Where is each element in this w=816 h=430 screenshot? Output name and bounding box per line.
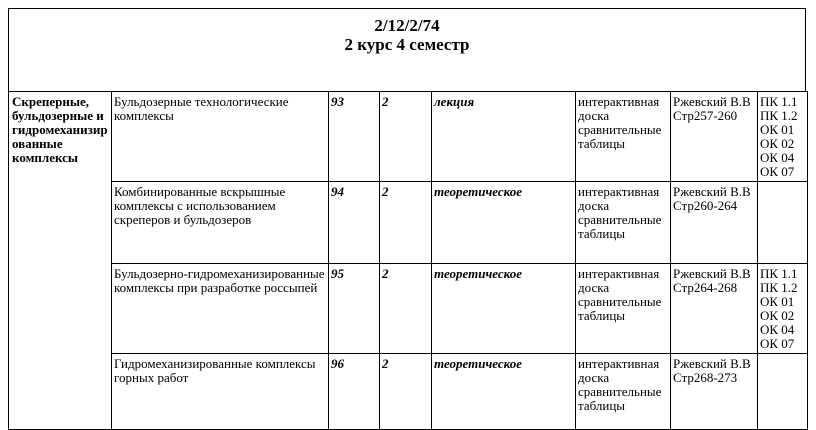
table-header [8,8,806,91]
teaching-tools: интерактивная доска сравнительные таблицы [576,92,671,182]
competency: ОК 07 [760,164,795,179]
competency: ОК 04 [760,150,795,165]
lesson-type: теоретическое [432,264,576,354]
lesson-type: теоретическое [432,182,576,264]
competencies-cell [758,264,808,354]
hours-cell: 2 [380,264,432,354]
competency: ПК 1.1 [760,266,798,281]
competency: ПК 1.2 [760,108,798,123]
lesson-number: 94 [329,182,380,264]
topic-cell: Бульдозерно-гидромеханизированные комплексы при разработке россыпей [112,264,329,354]
group-code: 2/12/2/74 [374,16,440,35]
literature-source: Ржевский В.В Стр260-264 [671,182,758,264]
table-row [9,354,808,430]
competency: ПК 1.2 [760,280,798,295]
lesson-type: теоретическое [432,354,576,430]
competency: ОК 02 [760,308,795,323]
hours-cell: 2 [380,92,432,182]
hours-cell: 2 [380,354,432,430]
lesson-type: лекция [432,92,576,182]
competency: ОК 07 [760,336,795,351]
lesson-number: 95 [329,264,380,354]
competencies-cell [758,92,808,182]
semester-title: 2 курс 4 семестр [344,35,470,54]
topic-cell: Гидромеханизированные комплексы горных работ [112,354,329,430]
competency: ОК 02 [760,136,795,151]
hours-cell: 2 [380,182,432,264]
teaching-tools: интерактивная доска сравнительные таблицы [576,182,671,264]
literature-source: Ржевский В.В Стр268-273 [671,354,758,430]
schedule-table [8,91,808,430]
competency: ОК 01 [760,294,795,309]
competencies-cell [758,182,808,264]
lesson-number: 96 [329,354,380,430]
teaching-tools: интерактивная доска сравнительные таблицы [576,264,671,354]
teaching-tools: интерактивная доска сравнительные таблицы [576,354,671,430]
topic-cell: Комбинированные вскрышные комплексы с использованием скреперов и бульдозеров [112,182,329,264]
competency: ПК 1.1 [760,94,798,109]
lesson-number: 93 [329,92,380,182]
table-row [9,182,808,264]
competencies-cell [758,354,808,430]
literature-source: Ржевский В.В Стр257-260 [671,92,758,182]
table-row [9,264,808,354]
competency: ОК 01 [760,122,795,137]
table-row [9,92,808,182]
literature-source: Ржевский В.В Стр264-268 [671,264,758,354]
section-name: Скреперные, бульдозерные и гидромеханизированные комплексы [9,92,112,430]
topic-cell: Бульдозерные технологические комплексы [112,92,329,182]
competency: ОК 04 [760,322,795,337]
